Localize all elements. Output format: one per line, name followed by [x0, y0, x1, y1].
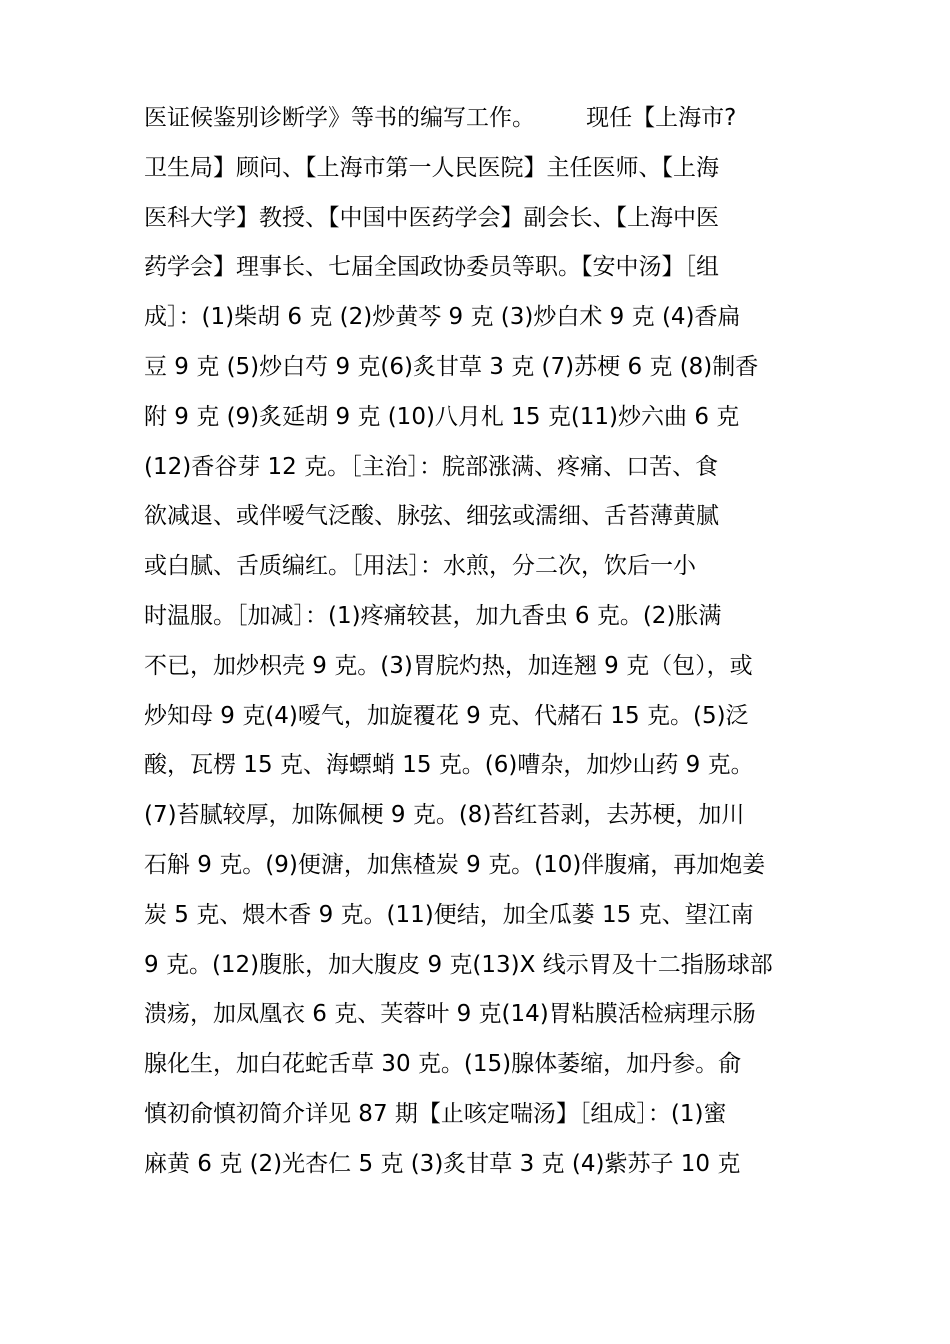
text-line: 欲减退、或伴嗳气泛酸、脉弦、细弦或濡细、舌苔薄黄腻 [144, 503, 719, 530]
body-text [144, 94, 814, 1190]
text-line: 9 克。(12)腹胀，加大腹皮 9 克(13)X 线示胃及十二指肠球部 [144, 951, 773, 978]
text-line: 医证候鉴别诊断学》等书的编写工作。 现任【上海市? [144, 105, 737, 131]
text-line: 成］：(1)柴胡 6 克 (2)炒黄芩 9 克 (3)炒白术 9 克 (4)香扁 [144, 304, 741, 331]
text-line: 卫生局】顾问、【上海市第一人民医院】主任医师、【上海 [144, 154, 719, 181]
text-line: 或白腻、舌质编红。［用法］：水煎，分二次，饮后一小 [144, 553, 696, 580]
text-line: 慎初俞慎初简介详见 87 期【止咳定喘汤】［组成］：(1)蜜 [144, 1100, 727, 1127]
text-line: 腺化生，加白花蛇舌草 30 克。(15)腺体萎缩，加丹参。俞 [144, 1051, 742, 1078]
text-line: 不已，加炒枳壳 9 克。(3)胃脘灼热，加连翘 9 克（包），或 [144, 652, 753, 679]
text-line: (12)香谷芽 12 克。［主治］：脘部涨满、疼痛、口苦、食 [144, 453, 719, 480]
text-line: 麻黄 6 克 (2)光杏仁 5 克 (3)炙甘草 3 克 (4)紫苏子 10 克 [144, 1150, 741, 1177]
text-line: 炭 5 克、煨木香 9 克。(11)便结，加全瓜蒌 15 克、望江南 [144, 901, 754, 928]
text-line: 豆 9 克 (5)炒白芍 9 克(6)炙甘草 3 克 (7)苏梗 6 克 (8)制香 [144, 353, 759, 380]
text-line: 药学会】理事长、七届全国政协委员等职。【安中汤】［组 [144, 254, 719, 281]
text-line: 石斛 9 克。(9)便溏，加焦楂炭 9 克。(10)伴腹痛，再加炮姜 [144, 851, 766, 878]
text-line: 酸，瓦楞 15 克、海螵蛸 15 克。(6)嘈杂，加炒山药 9 克。 [144, 752, 754, 779]
text-line: 时温服。［加减］：(1)疼痛较甚，加九香虫 6 克。(2)胀满 [144, 602, 722, 629]
text-line: 炒知母 9 克(4)嗳气，加旋覆花 9 克、代赭石 15 克。(5)泛 [144, 702, 749, 729]
text-line: 附 9 克 (9)炙延胡 9 克 (10)八月札 15 克(11)炒六曲 6 克 [144, 403, 740, 430]
text-line: 医科大学】教授、【中国中医药学会】副会长、【上海中医 [144, 204, 719, 231]
text-line: 溃疡，加凤凰衣 6 克、芙蓉叶 9 克(14)胃粘膜活检病理示肠 [144, 1001, 756, 1028]
text-line: (7)苔腻较厚，加陈佩梗 9 克。(8)苔红苔剥，去苏梗，加川 [144, 802, 745, 829]
